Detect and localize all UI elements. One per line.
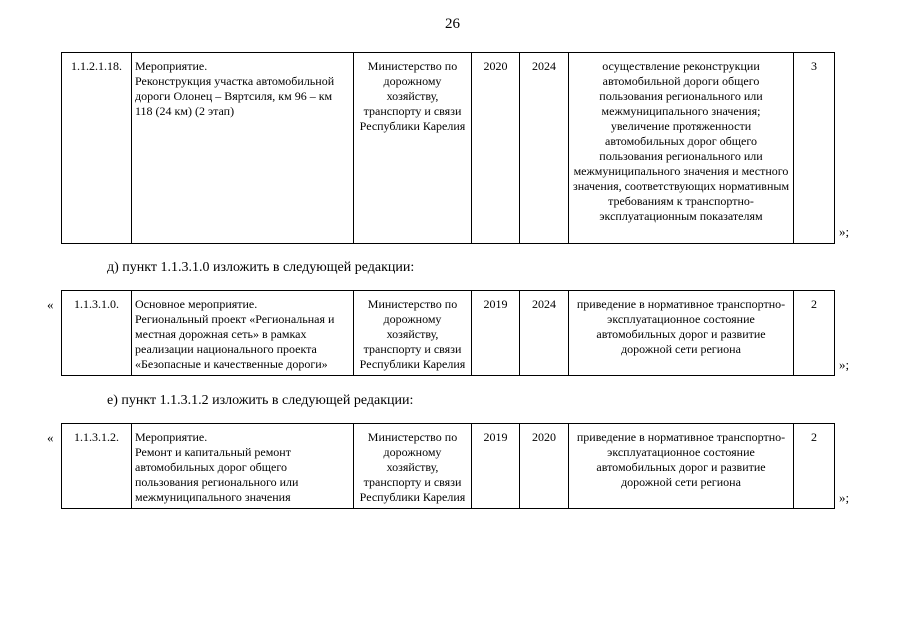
item-name: Основное мероприятие. Региональный проект «Региональная и местная дорожная сеть» в рамках реализации национального проекта «Безопасные и качественные дороги» xyxy=(132,291,354,376)
open-quote-2: « xyxy=(47,297,54,312)
responsible-org: Министерство по дорожному хозяйству, транспорту и связи Республики Карелия xyxy=(354,53,472,244)
responsible-org: Министерство по дорожному хозяйству, транспорту и связи Республики Карелия xyxy=(354,291,472,376)
end-year: 2024 xyxy=(520,53,569,244)
end-year: 2020 xyxy=(520,424,569,509)
item-number: 1.1.3.1.0. xyxy=(62,291,132,376)
expected-result: приведение в нормативное транспортно-эксплуатационное состояние автомобильных дорог и развитие дорожной сети региона xyxy=(569,291,794,376)
table-row xyxy=(62,291,835,376)
expected-result: приведение в нормативное транспортно-эксплуатационное состояние автомобильных дорог и развитие дорожной сети региона xyxy=(569,424,794,509)
paragraph-e: е) пункт 1.1.3.1.2 изложить в следующей редакции: xyxy=(107,393,414,408)
indicator-link: 2 xyxy=(794,424,835,509)
table-row xyxy=(62,424,835,509)
expected-result: осуществление реконструкции автомобильной дороги общего пользования регионального или межмуниципального значения; увеличение протяженности автомобильных дорог общего пользования регионального или межмуниципального значения и местного значения, соответствующих нормативным требованиям к транспортно-эксплуатационным показателям xyxy=(569,53,794,244)
item-number: 1.1.2.1.18. xyxy=(62,53,132,244)
table-row-1.1.2.1.18 xyxy=(61,52,835,244)
page-number: 26 xyxy=(445,16,460,32)
table-row xyxy=(62,53,835,244)
open-quote-3: « xyxy=(47,430,54,445)
start-year: 2019 xyxy=(472,424,520,509)
close-quote-1: »; xyxy=(839,224,850,239)
item-name: Мероприятие. Ремонт и капитальный ремонт автомобильных дорог общего пользования регионального или межмуниципального значения xyxy=(132,424,354,509)
paragraph-d: д) пункт 1.1.3.1.0 изложить в следующей редакции: xyxy=(107,260,415,275)
table-row-1.1.3.1.0 xyxy=(61,290,835,376)
item-number: 1.1.3.1.2. xyxy=(62,424,132,509)
indicator-link: 3 xyxy=(794,53,835,244)
start-year: 2019 xyxy=(472,291,520,376)
table-row-1.1.3.1.2 xyxy=(61,423,835,509)
indicator-link: 2 xyxy=(794,291,835,376)
start-year: 2020 xyxy=(472,53,520,244)
end-year: 2024 xyxy=(520,291,569,376)
close-quote-2: »; xyxy=(839,357,850,372)
close-quote-3: »; xyxy=(839,490,850,505)
item-name: Мероприятие. Реконструкция участка автомобильной дороги Олонец – Вяртсиля, км 96 – км 118 (24 км) (2 этап) xyxy=(132,53,354,244)
responsible-org: Министерство по дорожному хозяйству, транспорту и связи Республики Карелия xyxy=(354,424,472,509)
